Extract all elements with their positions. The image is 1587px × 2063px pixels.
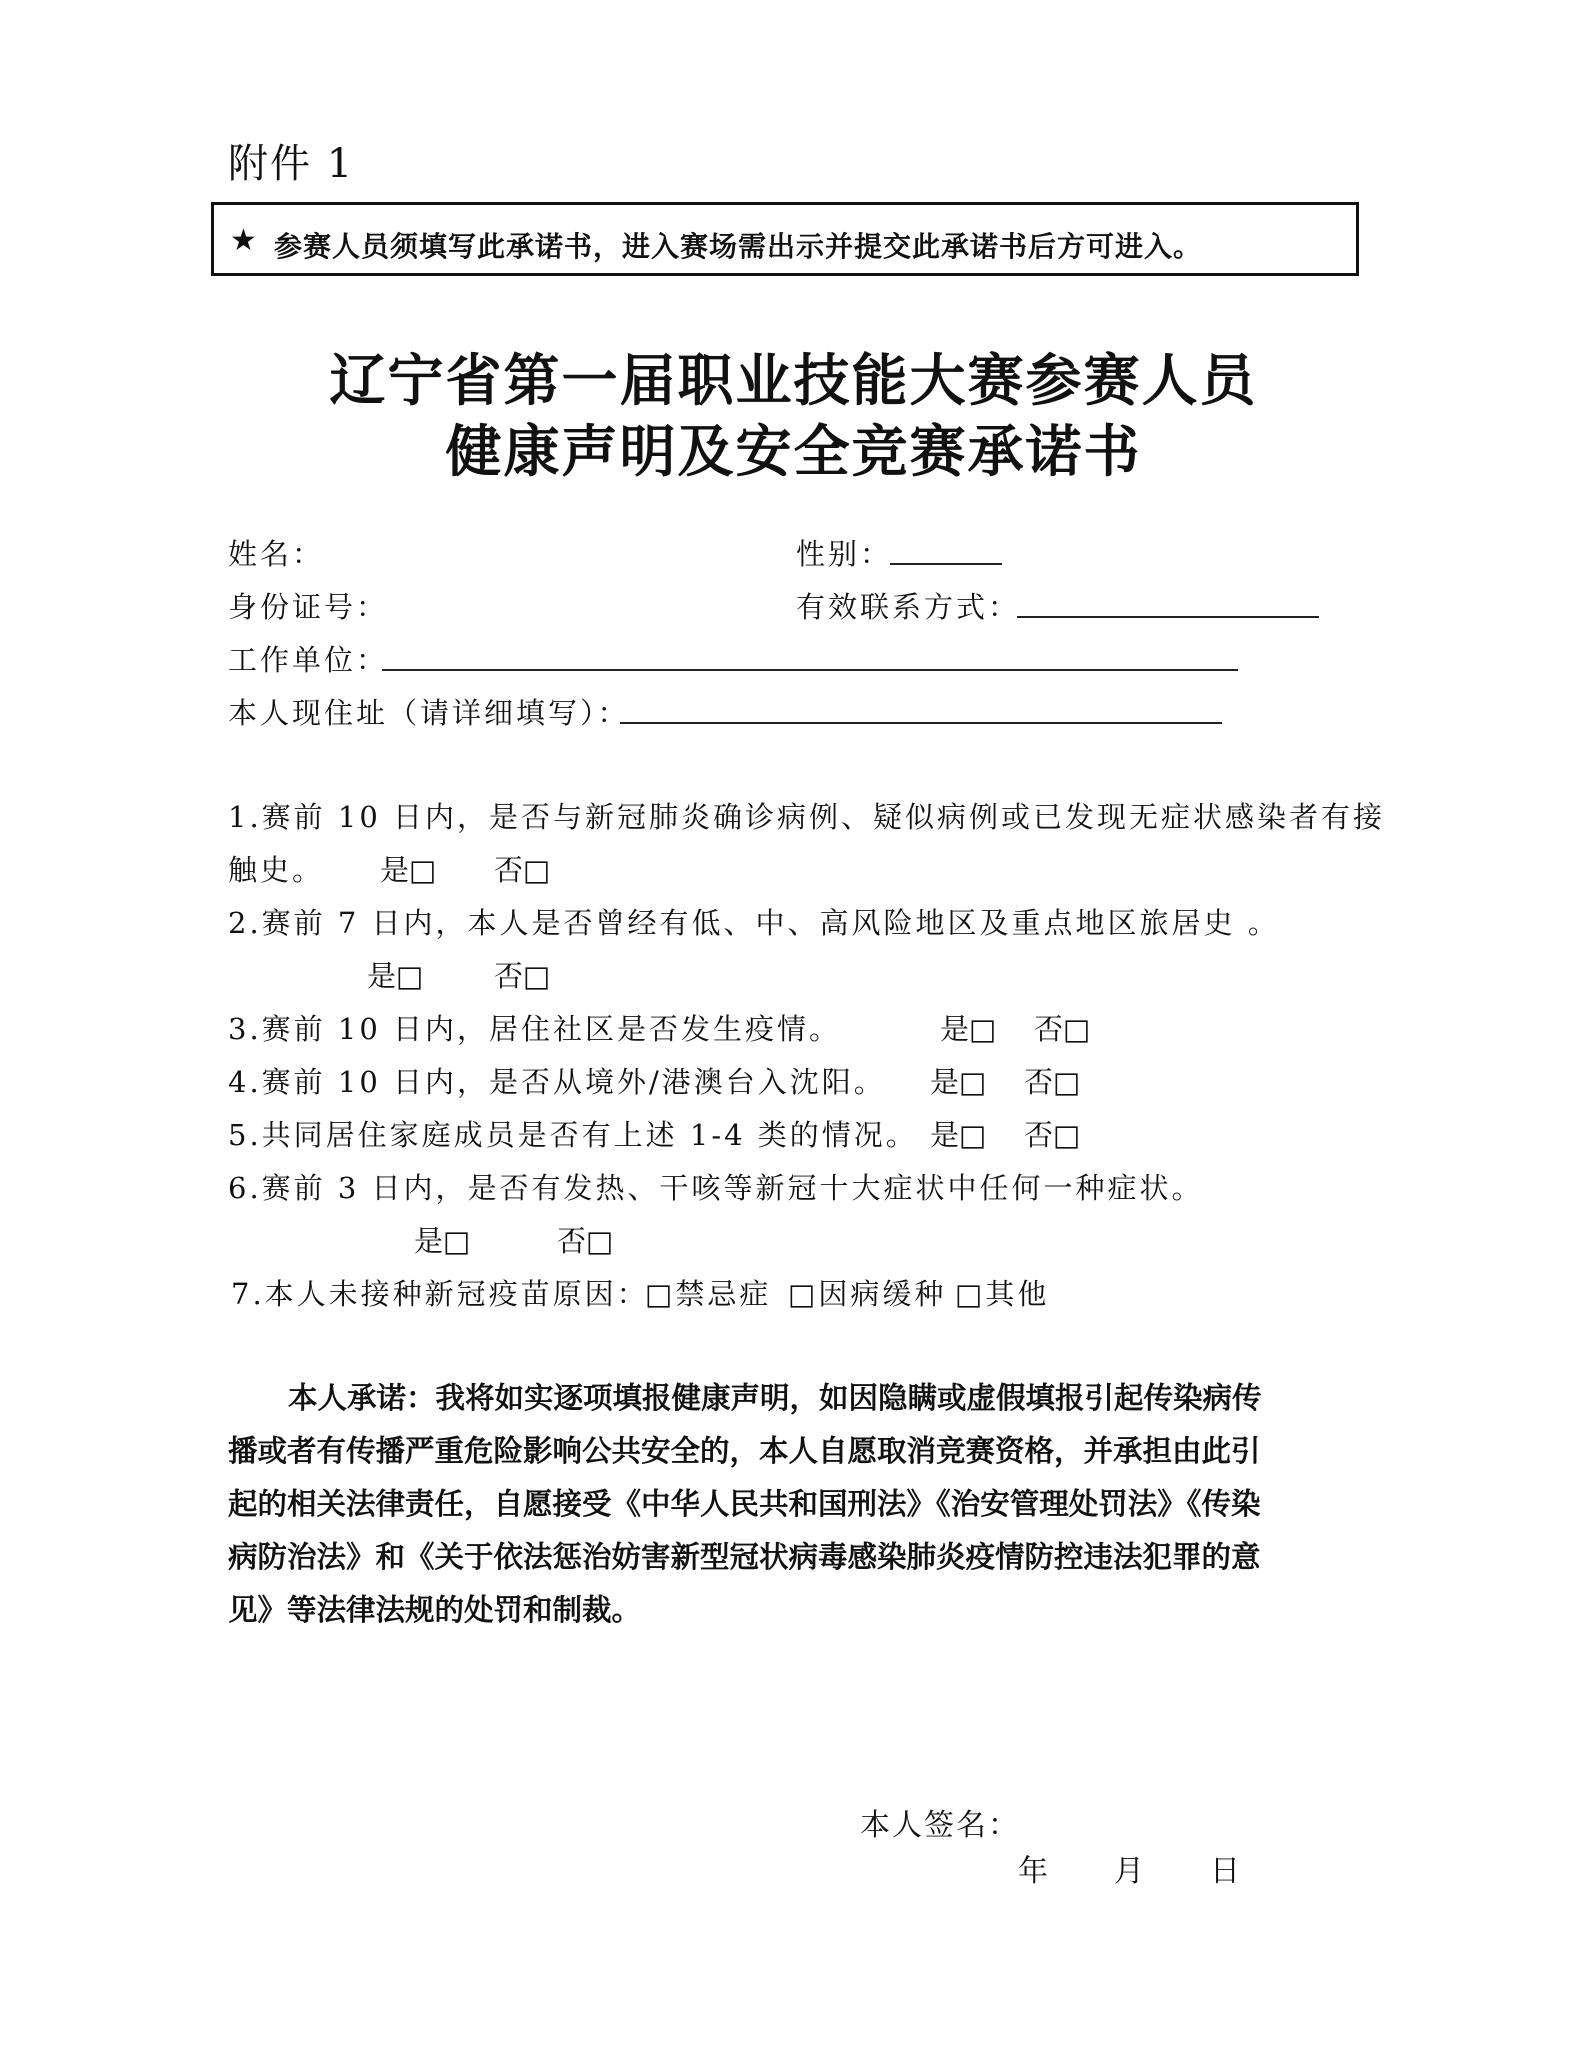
question-1-line2: 触史。 [228,853,325,887]
promise-line1: 本人承诺：我将如实逐项填报健康声明，如因隐瞒或虚假填报引起传染病传 [288,1381,1262,1415]
q1-yes-checkbox[interactable]: 是□ [380,853,437,887]
q6-yes-checkbox[interactable]: 是□ [414,1224,471,1258]
question-4: 4.赛前 10 日内，是否从境外/港澳台入沈阳。 [228,1065,886,1099]
q7-option-contraindication-checkbox[interactable]: □禁忌症 [645,1277,772,1311]
q7-option-illness-delay-checkbox[interactable]: □因病缓种 [788,1277,947,1311]
question-6: 6.赛前 3 日内，是否有发热、干咳等新冠十大症状中任何一种症状。 [228,1171,1204,1205]
date-day-label: 日 [1210,1854,1242,1889]
date-year-label: 年 [1018,1854,1050,1889]
q6-no-checkbox[interactable]: 否□ [557,1224,614,1258]
q7-option-other-checkbox[interactable]: □其他 [955,1277,1050,1311]
name-label: 姓名： [228,537,325,571]
q4-yes-checkbox[interactable]: 是□ [930,1065,987,1099]
promise-line5: 见》等法律法规的处罚和制裁。 [228,1593,642,1627]
contact-label: 有效联系方式： [796,590,1021,624]
q5-no-checkbox[interactable]: 否□ [1024,1118,1081,1152]
promise-line3: 起的相关法律责任，自愿接受《中华人民共和国刑法》《治安管理处罚法》《传染 [228,1487,1261,1521]
contact-field[interactable] [1017,616,1319,618]
q2-no-checkbox[interactable]: 否□ [494,959,551,993]
promise-line4: 病防治法》和《关于依法惩治妨害新型冠状病毒感染肺炎疫情防控违法犯罪的意 [228,1540,1261,1574]
question-5: 5.共同居住家庭成员是否有上述 1-4 类的情况。 [228,1118,918,1152]
gender-label: 性别： [796,537,893,571]
question-1-line1: 1.赛前 10 日内，是否与新冠肺炎确诊病例、疑似病例或已发现无症状感染者有接 [228,800,1386,834]
q2-yes-checkbox[interactable]: 是□ [367,959,424,993]
address-label: 本人现住址（请详细填写）： [228,696,630,730]
promise-line2: 播或者有传播严重危险影响公共安全的，本人自愿取消竞赛资格，并承担由此引 [228,1434,1261,1468]
q1-no-checkbox[interactable]: 否□ [494,853,551,887]
star-icon: ★ [230,223,257,258]
document-title-line1: 辽宁省第一届职业技能大赛参赛人员 [329,348,1258,414]
date-month-label: 月 [1114,1854,1146,1889]
attachment-label: 附件 1 [228,141,355,187]
notice-text: 参赛人员须填写此承诺书，进入赛场需出示并提交此承诺书后方可进入。 [274,230,1203,263]
question-7: 7.本人未接种新冠疫苗原因： [231,1277,649,1311]
work-unit-label: 工作单位： [228,643,389,677]
question-2: 2.赛前 7 日内，本人是否曾经有低、中、高风险地区及重点地区旅居史 。 [228,906,1280,940]
q5-yes-checkbox[interactable]: 是□ [930,1118,987,1152]
q3-no-checkbox[interactable]: 否□ [1034,1012,1091,1046]
gender-field[interactable] [890,563,1002,565]
question-3: 3.赛前 10 日内，居住社区是否发生疫情。 [228,1012,842,1046]
q4-no-checkbox[interactable]: 否□ [1024,1065,1081,1099]
notice-box [211,202,1359,276]
work-unit-field[interactable] [382,669,1238,671]
id-number-label: 身份证号： [228,590,389,624]
document-title-line2: 健康声明及安全竞赛承诺书 [445,419,1142,485]
address-field[interactable] [620,722,1222,724]
signature-label: 本人签名： [860,1808,1020,1843]
q3-yes-checkbox[interactable]: 是□ [940,1012,997,1046]
